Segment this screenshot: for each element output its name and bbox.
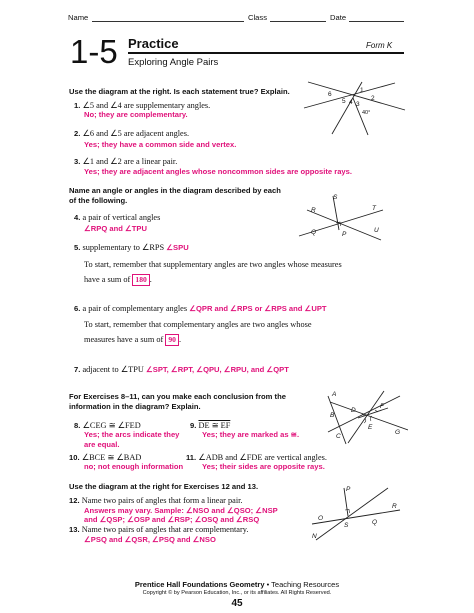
label-R: R bbox=[392, 503, 397, 510]
lesson-number: 1-5 bbox=[70, 33, 118, 70]
label-S: S bbox=[333, 194, 338, 201]
section2-instruction-2: of the following. bbox=[69, 196, 128, 205]
angle-diagram-2 bbox=[295, 190, 395, 250]
date-blank bbox=[349, 21, 404, 22]
label-F: F bbox=[380, 403, 384, 410]
q5: 5. supplementary to ∠RPS ∠SPU bbox=[74, 243, 189, 252]
label-4: 4 bbox=[349, 99, 353, 106]
label-G: G bbox=[395, 429, 401, 436]
q5-explain-2: have a sum of 180 . bbox=[84, 275, 152, 284]
label-5: 5 bbox=[342, 98, 346, 105]
label-D: D bbox=[351, 407, 356, 414]
class-label: Class bbox=[248, 13, 267, 22]
q4: 4. a pair of vertical angles bbox=[74, 213, 161, 222]
label-R: R bbox=[311, 207, 316, 214]
label-O: O bbox=[318, 515, 324, 522]
q7: 7. adjacent to ∠TPU ∠SPT, ∠RPT, ∠QPU, ∠RPU, and ∠QPT bbox=[74, 365, 289, 374]
q6: 6. a pair of complementary angles ∠QPR and ∠RPS or ∠RPS and ∠UPT bbox=[74, 304, 327, 313]
angle-diagram-1 bbox=[300, 78, 410, 138]
section4-instruction: Use the diagram at the right for Exercises 12 and 13. bbox=[69, 482, 259, 491]
label-2: 2 bbox=[371, 95, 375, 102]
name-label: Name bbox=[68, 13, 89, 22]
date-label: Date bbox=[330, 13, 347, 22]
section3-instruction-2: information in the diagram? Explain. bbox=[69, 402, 201, 411]
label-T: T bbox=[372, 205, 376, 212]
q6-explain-1: To start, remember that complementary angles are two angles whose bbox=[84, 320, 312, 329]
q5-boxed-answer: 180 bbox=[132, 274, 149, 286]
section1-instruction: Use the diagram at the right. Is each statement true? Explain. bbox=[69, 87, 290, 96]
label-P: P bbox=[346, 486, 351, 493]
q10-answer: no; not enough information bbox=[84, 462, 184, 471]
q12-answer-2: and ∠QSP; ∠OSP and ∠RSP; ∠OSQ and ∠RSQ bbox=[84, 515, 260, 524]
label-A: A bbox=[332, 391, 337, 398]
q1: 1. ∠5 and ∠4 are supplementary angles. bbox=[74, 101, 211, 110]
label-6: 6 bbox=[328, 91, 332, 98]
q9: 9. DE ≅ EF bbox=[190, 421, 231, 430]
section3-instruction-1: For Exercises 8–11, can you make each conclusion from the bbox=[69, 392, 286, 401]
q11: 11. ∠ADB and ∠FDE are vertical angles. bbox=[186, 453, 327, 462]
q8-answer-2: are equal. bbox=[84, 440, 120, 449]
label-C: C bbox=[336, 433, 341, 440]
q9-answer: Yes; they are marked as ≅. bbox=[202, 430, 300, 439]
q6-boxed-answer: 90 bbox=[165, 334, 179, 346]
label-3: 3 bbox=[356, 101, 360, 108]
footer-copyright: Copyright © by Pearson Education, Inc., or its affiliates. All Rights Reserved. bbox=[142, 590, 332, 596]
q5-explain-1: To start, remember that supplementary angles are two angles whose measures bbox=[84, 260, 342, 269]
q12-answer-1: Answers may vary. Sample: ∠NSO and ∠QSO; ∠NSP bbox=[84, 506, 278, 515]
q8-answer-1: Yes; the arcs indicate they bbox=[84, 430, 180, 439]
angle-diagram-4 bbox=[308, 480, 403, 542]
label-N: N bbox=[312, 533, 317, 540]
name-blank bbox=[92, 21, 244, 22]
label-S: S bbox=[344, 522, 349, 529]
footer-title: Prentice Hall Foundations Geometry • Teaching Resources bbox=[134, 580, 340, 589]
q3: 3. ∠1 and ∠2 are a linear pair. bbox=[74, 157, 178, 166]
angle-diagram-3 bbox=[318, 388, 408, 448]
label-40deg: 40° bbox=[362, 110, 371, 116]
title-rule bbox=[128, 52, 404, 54]
q11-answer: Yes; their sides are opposite rays. bbox=[202, 462, 325, 471]
label-B: B bbox=[330, 412, 335, 419]
page-number: 45 bbox=[231, 598, 243, 609]
section2-instruction-1: Name an angle or angles in the diagram described by each bbox=[69, 186, 281, 195]
label-E: E bbox=[368, 424, 373, 431]
q6-explain-2: measures have a sum of 90 . bbox=[84, 335, 182, 344]
q10: 10. ∠BCE ≅ ∠BAD bbox=[69, 453, 142, 462]
q4-answer: ∠RPQ and ∠TPU bbox=[84, 224, 147, 233]
q12: 12. Name two pairs of angles that form a linear pair. bbox=[69, 496, 243, 505]
label-Q: Q bbox=[372, 519, 378, 526]
q2: 2. ∠6 and ∠5 are adjacent angles. bbox=[74, 129, 190, 138]
q13: 13. Name two pairs of angles that are complementary. bbox=[69, 525, 249, 534]
q13-answer: ∠PSQ and ∠QSR, ∠PSQ and ∠NSO bbox=[84, 535, 216, 544]
label-Q: Q bbox=[311, 229, 317, 236]
practice-title: Practice bbox=[128, 36, 179, 51]
class-blank bbox=[270, 21, 326, 22]
label-U: U bbox=[374, 227, 379, 234]
q2-answer: Yes; they have a common side and vertex. bbox=[84, 140, 237, 149]
q8: 8. ∠CEG ≅ ∠FED bbox=[74, 421, 141, 430]
label-1: 1 bbox=[360, 87, 364, 94]
subtitle: Exploring Angle Pairs bbox=[128, 57, 219, 68]
label-P: P bbox=[342, 231, 347, 238]
form-label: Form K bbox=[366, 41, 393, 50]
q3-answer: Yes; they are adjacent angles whose noncommon sides are opposite rays. bbox=[84, 167, 352, 176]
q1-answer: No; they are complementary. bbox=[84, 110, 188, 119]
